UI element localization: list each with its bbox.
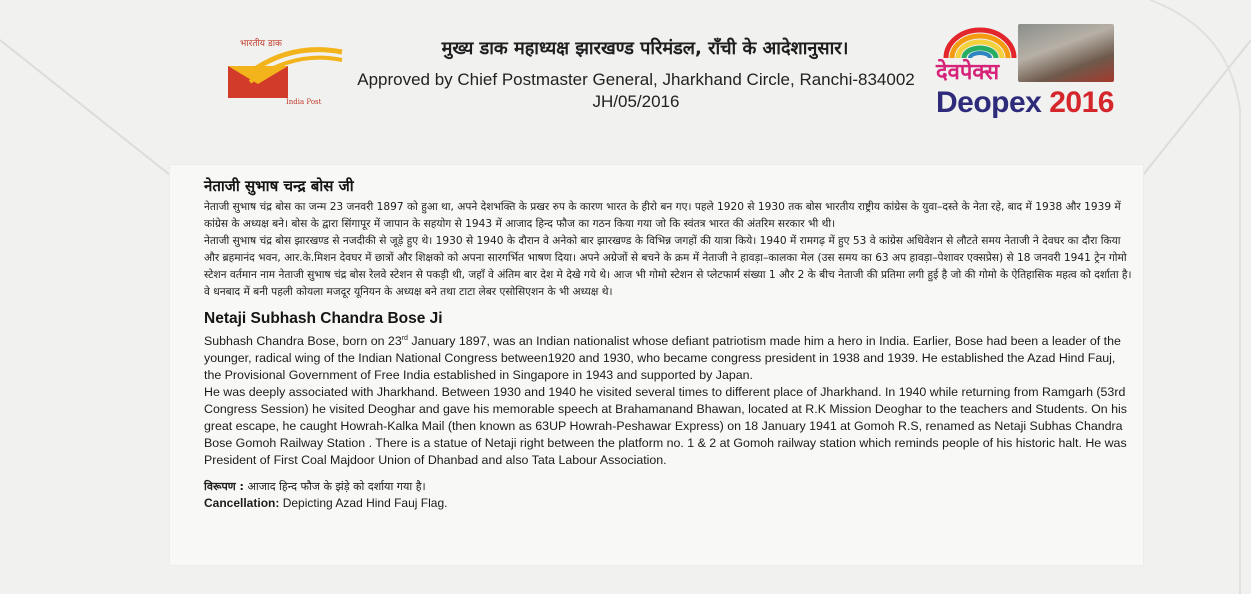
cancellation-english-label: Cancellation: bbox=[204, 496, 280, 511]
approval-title-english: Approved by Chief Postmaster General, Jharkhand Circle, Ranchi-834002 bbox=[357, 70, 915, 89]
content-text bbox=[204, 176, 1134, 510]
deopex-year: 2016 bbox=[1049, 86, 1114, 119]
india-post-logo bbox=[220, 36, 345, 106]
english-section-title: Netaji Subhash Chandra Bose Ji bbox=[204, 310, 443, 327]
deopex-hindi-text: देवपेक्स bbox=[936, 60, 1000, 85]
cancellation-hindi bbox=[204, 479, 1134, 494]
hindi-paragraph-2: नेताजी सुभाष चंद्र बोस झारखण्ड से नजदीकी से जूड़े हुए थे। 1930 से 1940 के दौरान वे अनेको बार झारखण्ड के विभिन्न जगहों की यात्रा किये। 1940 में रामगढ़ में हुए 53 वे कांग्रेस अधिवेशन से लौटते समय नेताजी ने देवघर का दौरा किया और ब्रहमानंद भवन, आर.के.मिशन देवघर में छात्रों और शिक्षको को अपना सारगर्भित भाषण दिया। अपने अग्रेजों से बचने के क्रम में नेताजी ने हावड़ा–कालका मेल (उस समय का 63 अप हावड़ा–पेशावर एक्सप्रेस) से 18 जनवरी 1941 ट्रेन गोमो स्टेशन वर्तमान नाम नेताजी सुभाष चंद्र बोस रेलवे स्टेशन से पकड़ी थी, जहाँ वे अंतिम बार देश मे देखे गये थे। आज भी गोमो स्टेशन से प्लेटफार्म संख्या 1 और 2 के बीच नेताजी की प्रतिमा लगी हुई है जो की गोमो के ऐतिहासिक महत्व को दर्शाता है। वे धनबाद में बनी पहली कोयला मजदूर यूनियन के अध्यक्ष बने तथा टाटा लेबर एसोसिएशन के भी अध्यक्ष थे। bbox=[204, 235, 1132, 298]
cancellation-hindi-text: आजाद हिन्द फौज के झंड़े को दर्शाया गया है। bbox=[243, 480, 426, 494]
hindi-section-title: नेताजी सुभाष चन्द्र बोस जी bbox=[204, 177, 354, 195]
ordinal-suffix: rd bbox=[401, 335, 408, 342]
hindi-paragraph-1: नेताजी सुभाष चंद्र बोस का जन्म 23 जनवरी 1897 को हुआ था, अपने देशभक्ति के प्रखर रुप के कारण भारत के हीरो बन गए। पहले 1920 से 1930 तक बोस भारतीय राष्ट्रीय कांग्रेस के युवा–दस्ते के नेता रहे, बाद में 1938 और 1939 में कांग्रेस के अध्यक्ष बने। बोस के द्वारा सिंगापूर में जापान के सहयोग से 1943 में आजाद हिन्द फौज का गठन किया गया जो कि स्वंतत्र भारत की अंतरिम सरकार भी थी। bbox=[204, 201, 1121, 230]
english-p1-rest: January 1897, was an Indian nationalist whose defiant patriotism made him a hero in India. Earlier, Bose had been a leader of the younger, radical wing of the Indian National Congress between1920 and 1930, who became congress president in 1938 and 1939. He established the Azad Hind Fauj, the Provisional Government of Free India established in Singapore in 1943 and supported by Japan. bbox=[204, 334, 1121, 383]
english-paragraph-1 bbox=[204, 330, 1134, 384]
approval-header bbox=[220, 30, 920, 130]
cancellation-hindi-label: विरूपण : bbox=[204, 480, 244, 494]
temple-stamp-image bbox=[1018, 24, 1114, 82]
approval-reference-number: JH/05/2016 bbox=[592, 92, 680, 111]
cancellation-english bbox=[204, 496, 1134, 510]
english-paragraph-2: He was deeply associated with Jharkhand. Between 1930 and 1940 he visited several times to different place of Jharkhand. In 1940 while returning from Ramgarh (53rd Congress Session) he visited Deoghar and gave his memorable speech at Brahamanand Bhawan, located at R.K Mission Deoghar to the teachers and Students. On his great escape, he caught Howrah-Kalka Mail (then known as 63UP Howrah-Peshawar Express) on 18 January 1941 at Gomoh R.S, renamed as Netaji Subhas Chandra Bose Gomoh Railway Station . There is a statue of Netaji right between the platform no. 1 & 2 at Gomoh railway station which reminds people of his historic halt. He was President of First Coal Majdoor Union of Dhanbad and also Tata Labour Association. bbox=[204, 385, 1127, 468]
logo-english-text: India Post bbox=[286, 98, 322, 106]
english-p1-start: Subhash Chandra Bose, born on 23 bbox=[204, 334, 402, 349]
deopex-english-text bbox=[936, 86, 1114, 120]
approval-title-hindi: मुख्य डाक महाध्यक्ष झारखण्ड परिमंडल, राँची के आदेशानुसार। bbox=[441, 38, 849, 59]
deopex-name: Deopex bbox=[936, 86, 1042, 119]
deopex-badge bbox=[932, 20, 1122, 130]
logo-hindi-text: भारतीय डाक bbox=[240, 39, 282, 49]
india-post-emblem-icon bbox=[220, 36, 345, 106]
cancellation-english-text: Depicting Azad Hind Fauj Flag. bbox=[279, 496, 448, 511]
